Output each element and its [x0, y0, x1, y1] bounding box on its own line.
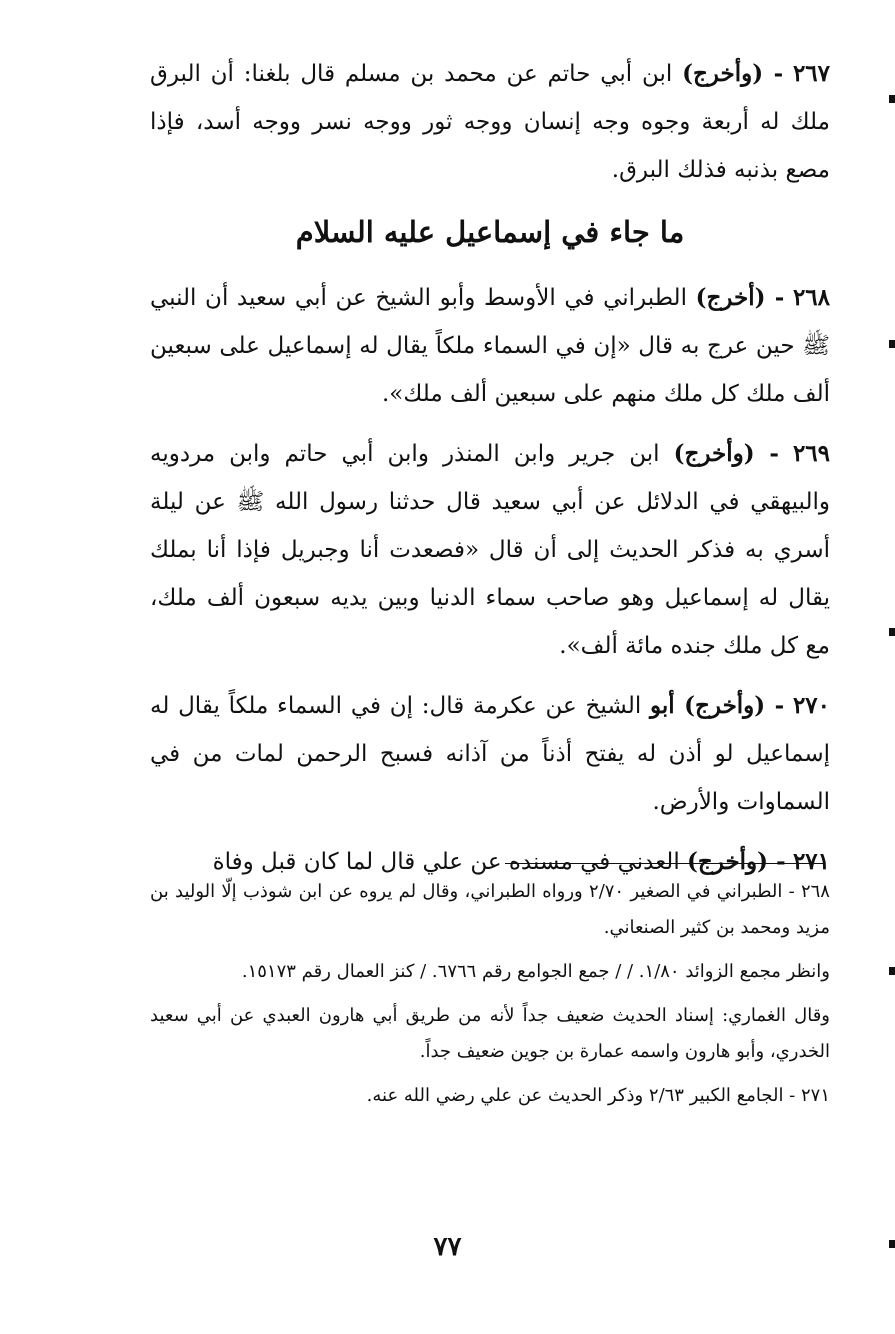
hadith-paragraph-268: ٢٦٨ - (أخرج) الطبراني في الأوسط وأبو الشيخ عن أبي سعيد أن النبي ﷺ حين عرج به قال «إن في السماء ملكاً يقال له إسماعيل على سبعين ألف ملك كل ملك منهم على سبعين ألف ملك». — [150, 284, 831, 407]
footnotes-section — [150, 874, 830, 1122]
footnote: وقال الغماري: إسناد الحديث ضعيف جداً لأنه من طريق أبي هارون العبدي عن أبي سعيد الخدري، وأبو هارون واسمه عمارة بن جوين ضعيف جداً. — [150, 1005, 830, 1062]
scan-edge-mark — [889, 95, 895, 103]
page-number: ٧٧ — [433, 1232, 462, 1262]
footnote-divider — [505, 863, 825, 864]
scan-edge-mark — [889, 340, 895, 348]
hadith-text: العدني في مسنده عن علي قال لما كان قبل وفاة — [212, 849, 680, 875]
hadith-paragraph-270: ٢٧٠ - (وأخرج) أبو الشيخ عن عكرمة قال: إن في السماء ملكاً يقال له إسماعيل لو أذن له يفتح أذناً من آذانه فسبح الرحمن لمات من في السماوات والأرض. — [150, 692, 831, 815]
section-heading: ما جاء في إسماعيل عليه السلام — [295, 215, 685, 249]
hadith-number: ٢٧١ — [792, 848, 830, 875]
hadith-text: ابن أبي حاتم عن محمد بن مسلم قال بلغنا: أن البرق ملك له أربعة وجوه وجه إنسان ووجه ثور ووجه نسر ووجه أسد، فإذا مصع بذنبه فذلك البرق. — [150, 61, 830, 183]
narrator-label: (وأخرج) — [687, 848, 769, 875]
main-text-body — [150, 50, 830, 898]
hadith-number: ٢٦٨ — [792, 284, 831, 311]
narrator-label: (وأخرج) — [682, 60, 764, 87]
narrator-label: (وأخرج) — [673, 440, 755, 467]
scan-edge-mark — [889, 628, 895, 636]
hadith-paragraph-269: ٢٦٩ - (وأخرج) ابن جرير وابن المنذر وابن أبي حاتم وابن مردويه والبيهقي في الدلائل عن أبي سعيد قال حدثنا رسول الله ﷺ عن ليلة أسري به فذكر الحديث إلى أن قال «فصعدت أنا وجبريل فإذا أنا بملك يقال له إسماعيل وهو صاحب سماء الدنيا وبين يديه سبعون ألف ملك، مع كل ملك جنده مائة ألف». — [150, 440, 830, 659]
footnote: ٢٦٨ - الطبراني في الصغير ٢/٧٠ ورواه الطبراني، وقال لم يروه عن ابن شوذب إلّا الوليد بن مزيد ومحمد بن كثير الصنعاني. — [150, 881, 830, 938]
scan-edge-mark — [889, 1240, 895, 1248]
hadith-number: ٢٦٧ — [792, 60, 830, 87]
hadith-paragraph-271: ٢٧١ - (وأخرج) العدني في مسنده عن علي قال لما كان قبل وفاة — [212, 848, 830, 875]
hadith-text: الشيخ عن عكرمة قال: إن في السماء ملكاً يقال له إسماعيل لو أذن له يفتح أذناً من آذانه فسبح الرحمن لمات من في السماوات والأرض. — [150, 693, 830, 815]
hadith-text: ابن جرير وابن المنذر وابن أبي حاتم وابن مردويه والبيهقي في الدلائل عن أبي سعيد قال حدثنا رسول الله ﷺ عن ليلة أسري به فذكر الحديث إلى أن قال «فصعدت أنا وجبريل فإذا أنا بملك يقال له إسماعيل وهو صاحب سماء الدنيا وبين يديه سبعون ألف ملك، مع كل ملك جنده مائة ألف». — [150, 441, 830, 659]
hadith-paragraph-267: ٢٦٧ - (وأخرج) ابن أبي حاتم عن محمد بن مسلم قال بلغنا: أن البرق ملك له أربعة وجوه وجه إنسان ووجه ثور ووجه نسر ووجه أسد، فإذا مصع بذنبه فذلك البرق. — [150, 60, 830, 183]
footnote: ٢٧١ - الجامع الكبير ٢/٦٣ وذكر الحديث عن علي رضي الله عنه. — [366, 1085, 830, 1106]
hadith-number: ٢٦٩ — [792, 440, 830, 467]
hadith-text: الطبراني في الأوسط وأبو الشيخ عن أبي سعيد أن النبي ﷺ حين عرج به قال «إن في السماء ملكاً يقال له إسماعيل على سبعين ألف ملك كل ملك منهم على سبعين ألف ملك». — [150, 285, 830, 407]
footnote: وانظر مجمع الزوائد ١/٨٠. / / جمع الجوامع رقم ٦٧٦٦. / كنز العمال رقم ١٥١٧٣. — [241, 961, 830, 982]
hadith-number: ٢٧٠ — [792, 692, 831, 719]
narrator-label: (أخرج) — [695, 284, 766, 311]
narrator-label: (وأخرج) أبو — [650, 692, 766, 719]
scan-edge-mark — [889, 967, 895, 975]
